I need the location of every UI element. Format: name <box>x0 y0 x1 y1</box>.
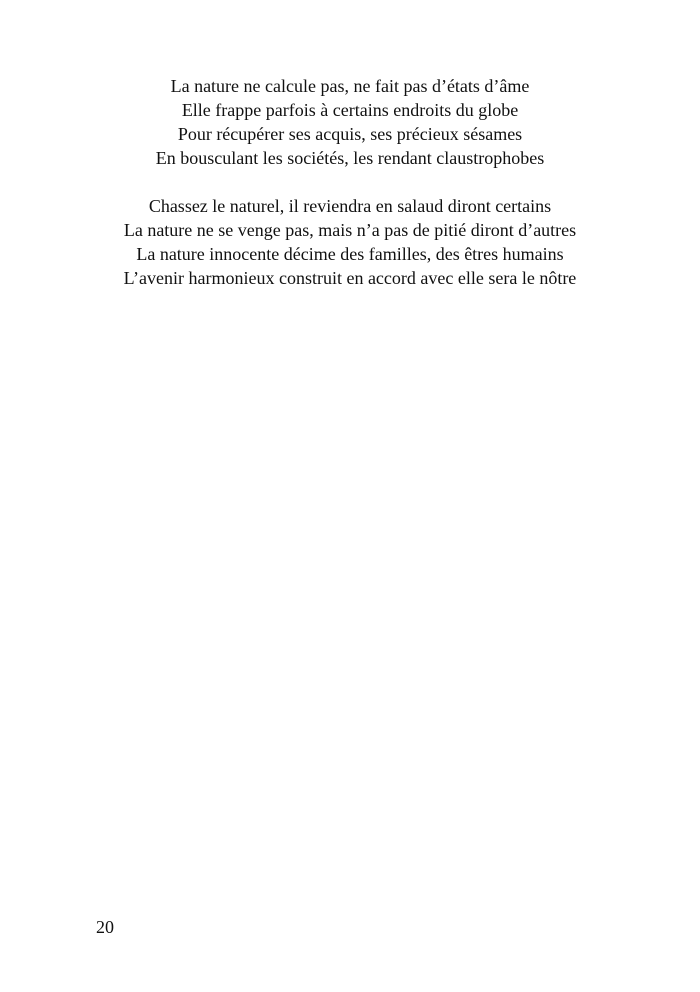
stanza-2 <box>0 194 700 290</box>
stanza-1 <box>0 74 700 170</box>
verse-line: L’avenir harmonieux construit en accord avec elle sera le nôtre <box>123 268 577 288</box>
verse-line: La nature ne se venge pas, mais n’a pas de pitié diront d’autres <box>123 220 577 240</box>
poem <box>0 74 700 314</box>
verse-line: Pour récupérer ses acquis, ses précieux sésames <box>177 124 523 144</box>
verse-line: En bousculant les sociétés, les rendant claustrophobes <box>155 148 545 168</box>
verse-line: Elle frappe parfois à certains endroits du globe <box>181 100 519 120</box>
verse-line: La nature ne calcule pas, ne fait pas d’états d’âme <box>170 76 530 96</box>
verse-line: La nature innocente décime des familles, des êtres humains <box>136 244 564 264</box>
page-number: 20 <box>96 917 114 937</box>
verse-line: Chassez le naturel, il reviendra en salaud diront certains <box>148 196 552 216</box>
